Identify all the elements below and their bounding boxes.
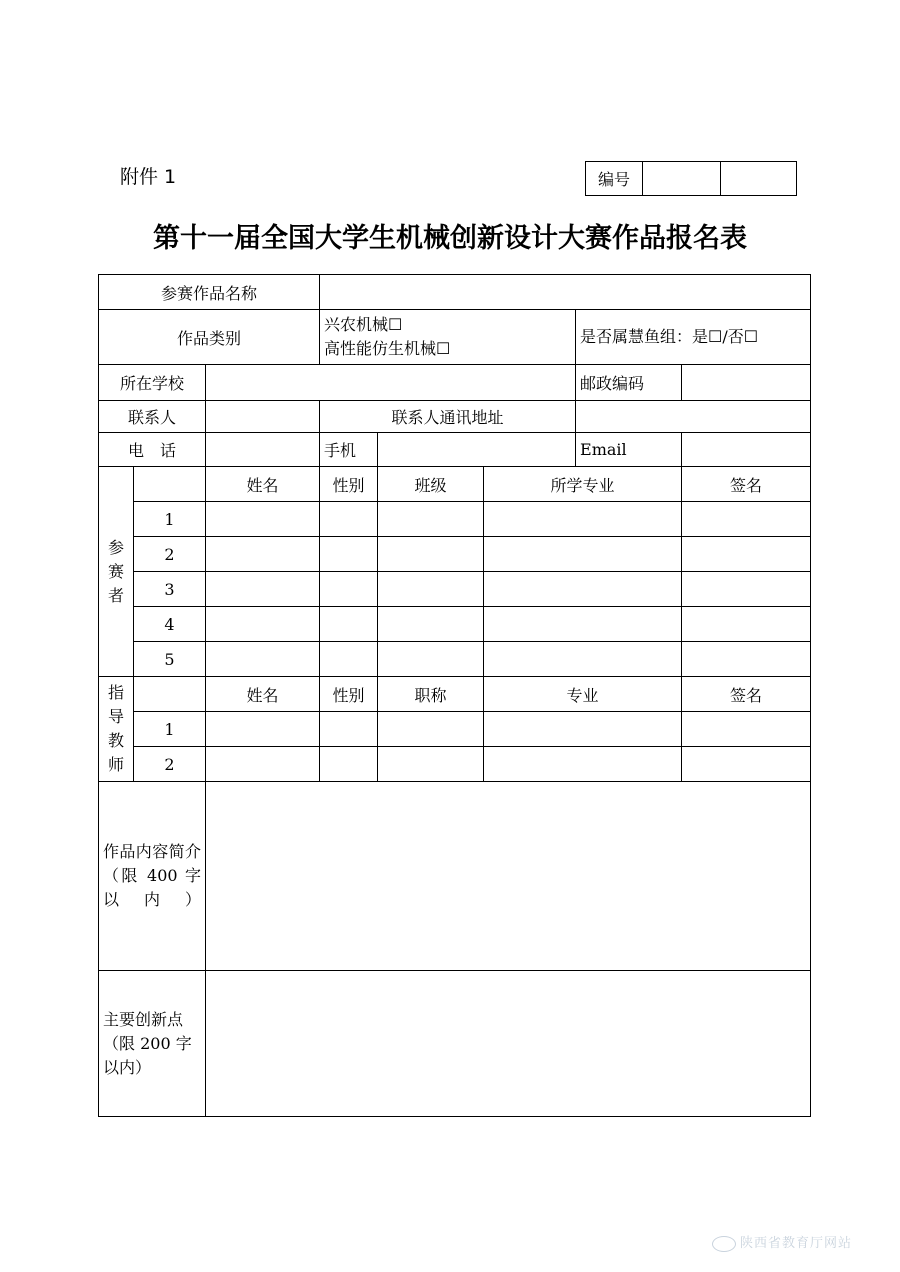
wisdom-fish-field[interactable]: 是否属慧鱼组：是☐/否☐ (576, 310, 811, 365)
table-row (99, 747, 811, 782)
school-field[interactable] (206, 365, 576, 401)
participants-side-char: 赛 (107, 561, 124, 581)
category-options[interactable] (320, 310, 576, 365)
table-row (99, 537, 811, 572)
advisor-signature-field[interactable] (682, 747, 811, 782)
participant-gender-field[interactable] (320, 607, 378, 642)
participant-name-field[interactable] (206, 572, 320, 607)
category-label: 作品类别 (99, 310, 320, 365)
table-row (99, 642, 811, 677)
attachment-label: 附件 1 (120, 166, 177, 188)
intro-label-text: 作品内容简介（限 400 字以内） (103, 842, 201, 909)
participant-class-field[interactable] (378, 607, 484, 642)
advisors-side-char: 指 (107, 683, 124, 702)
table-row (99, 572, 811, 607)
participants-header-name: 姓名 (206, 467, 320, 502)
participant-signature-field[interactable] (682, 642, 811, 677)
postcode-field[interactable] (682, 365, 811, 401)
participant-class-field[interactable] (378, 502, 484, 537)
participant-name-field[interactable] (206, 607, 320, 642)
participants-header-major: 所学专业 (484, 467, 682, 502)
participant-signature-field[interactable] (682, 502, 811, 537)
participant-major-field[interactable] (484, 537, 682, 572)
advisor-name-field[interactable] (206, 747, 320, 782)
school-label: 所在学校 (99, 365, 206, 401)
advisors-header-signature: 签名 (682, 677, 811, 712)
email-field[interactable] (682, 433, 811, 467)
mobile-field[interactable] (378, 433, 576, 467)
advisor-gender-field[interactable] (320, 712, 378, 747)
participant-major-field[interactable] (484, 607, 682, 642)
category-option-bionic[interactable]: 高性能仿生机械☐ (324, 339, 451, 358)
participant-index: 2 (134, 537, 206, 572)
participant-gender-field[interactable] (320, 572, 378, 607)
watermark-logo-icon (712, 1236, 736, 1252)
participant-major-field[interactable] (484, 642, 682, 677)
participant-gender-field[interactable] (320, 502, 378, 537)
advisor-signature-field[interactable] (682, 712, 811, 747)
participant-name-field[interactable] (206, 537, 320, 572)
serial-number-field-2[interactable] (721, 162, 796, 195)
participant-class-field[interactable] (378, 642, 484, 677)
advisors-header-title: 职称 (378, 677, 484, 712)
advisor-name-field[interactable] (206, 712, 320, 747)
work-name-label: 参赛作品名称 (99, 275, 320, 310)
serial-number-box (585, 161, 797, 196)
participants-header-gender: 性别 (320, 467, 378, 502)
advisors-side-char: 教 (107, 731, 124, 750)
contact-address-label: 联系人通讯地址 (320, 401, 576, 433)
participant-name-field[interactable] (206, 502, 320, 537)
advisor-major-field[interactable] (484, 747, 682, 782)
participant-name-field[interactable] (206, 642, 320, 677)
advisor-major-field[interactable] (484, 712, 682, 747)
advisor-index: 2 (134, 747, 206, 782)
participants-header-signature: 签名 (682, 467, 811, 502)
site-watermark (712, 1232, 852, 1252)
participants-side-label (99, 467, 134, 677)
advisors-side-label (99, 677, 134, 782)
participant-index: 3 (134, 572, 206, 607)
participant-gender-field[interactable] (320, 642, 378, 677)
intro-label (99, 782, 206, 971)
advisor-title-field[interactable] (378, 712, 484, 747)
watermark-text: 陕西省教育厅网站 (740, 1236, 853, 1251)
contact-field[interactable] (206, 401, 320, 433)
participants-header-class: 班级 (378, 467, 484, 502)
advisor-gender-field[interactable] (320, 747, 378, 782)
participants-side-char: 者 (107, 585, 124, 605)
table-row (99, 502, 811, 537)
advisors-header-index (134, 677, 206, 712)
contact-address-field[interactable] (576, 401, 811, 433)
intro-field[interactable] (206, 782, 811, 971)
participant-class-field[interactable] (378, 572, 484, 607)
innovation-label (99, 971, 206, 1117)
participant-gender-field[interactable] (320, 537, 378, 572)
participant-signature-field[interactable] (682, 537, 811, 572)
advisor-title-field[interactable] (378, 747, 484, 782)
page-title: 第十一届全国大学生机械创新设计大赛作品报名表 (153, 223, 747, 254)
advisor-index: 1 (134, 712, 206, 747)
postcode-label: 邮政编码 (576, 365, 682, 401)
advisors-header-name: 姓名 (206, 677, 320, 712)
participant-signature-field[interactable] (682, 607, 811, 642)
participant-major-field[interactable] (484, 502, 682, 537)
serial-number-label: 编号 (586, 162, 643, 195)
participant-major-field[interactable] (484, 572, 682, 607)
innovation-field[interactable] (206, 971, 811, 1117)
participant-index: 1 (134, 502, 206, 537)
table-row (99, 712, 811, 747)
phone-field[interactable] (206, 433, 320, 467)
participant-signature-field[interactable] (682, 572, 811, 607)
innovation-label-text: 主要创新点（限 200 字以内） (103, 1009, 192, 1077)
contact-label: 联系人 (99, 401, 206, 433)
participants-header-index (134, 467, 206, 502)
participant-index: 5 (134, 642, 206, 677)
work-name-field[interactable] (320, 275, 811, 310)
participant-index: 4 (134, 607, 206, 642)
phone-label: 电 话 (99, 433, 206, 467)
mobile-label: 手机 (320, 433, 378, 467)
advisors-side-char: 师 (107, 755, 124, 774)
advisors-header-major: 专业 (484, 677, 682, 712)
advisors-side-char: 导 (107, 707, 124, 726)
advisors-header-gender: 性别 (320, 677, 378, 712)
serial-number-field-1[interactable] (643, 162, 721, 195)
table-row (99, 607, 811, 642)
registration-form (98, 274, 811, 1117)
email-label: Email (576, 433, 682, 467)
participant-class-field[interactable] (378, 537, 484, 572)
category-option-agri[interactable]: 兴农机械☐ (324, 315, 403, 334)
participants-side-char: 参 (107, 537, 124, 557)
